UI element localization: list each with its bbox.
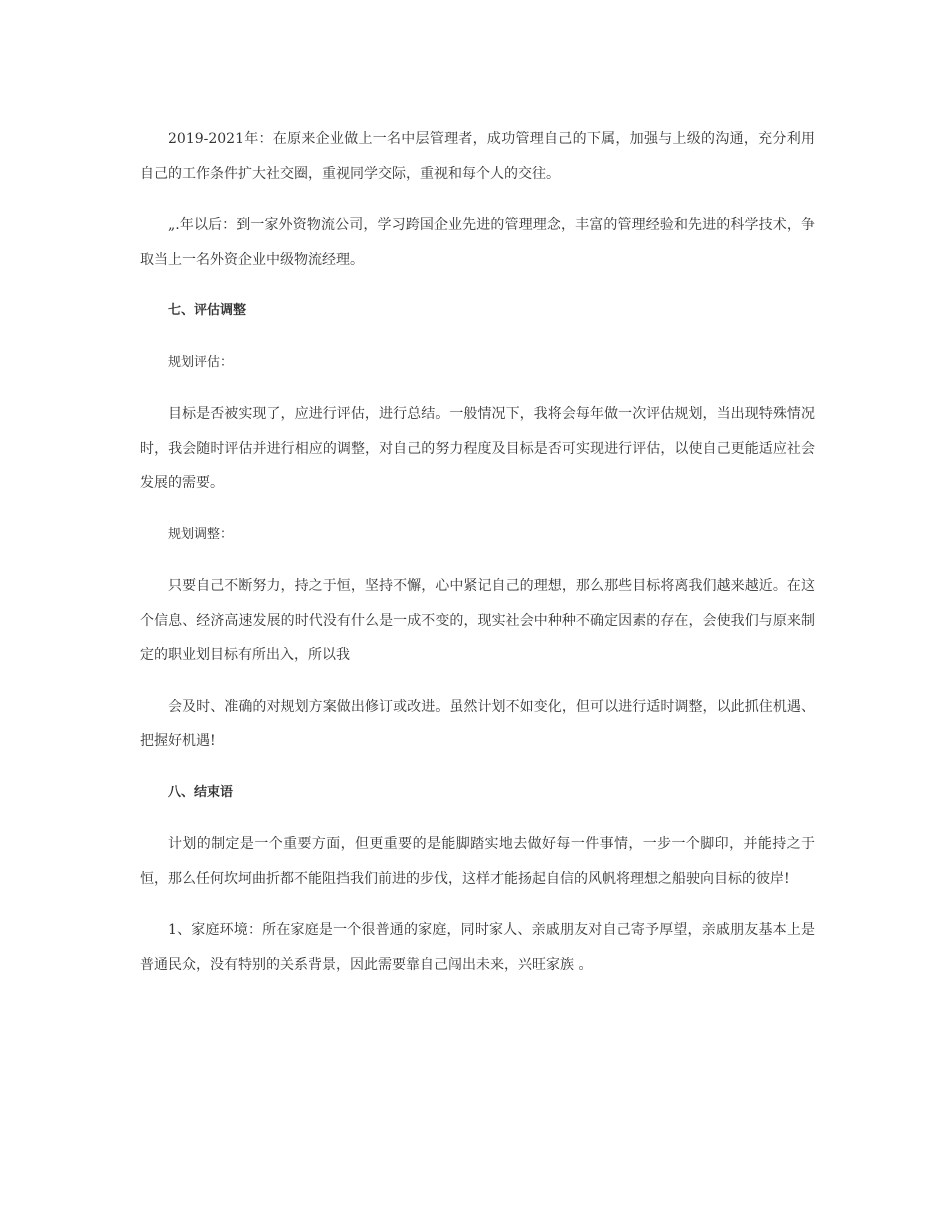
paragraph-family-environment: 1、家庭环境：所在家庭是一个很普通的家庭，同时家人、亲戚朋友对自己寄予厚望，亲戚朋友基本上是普通民众，没有特别的关系背景，因此需要靠自己闯出未来，兴旺家族 。: [140, 922, 815, 973]
label-plan-adjustment: 规划调整：: [168, 526, 234, 542]
paragraph-evaluation: 目标是否被实现了，应进行评估，进行总结。一般情况下，我将会每年做一次评估规划，当出现特殊情况时，我会随时评估并进行相应的调整，对自己的努力程度及目标是否可实现进行评估，以使自己更能适应社会发展的需要。: [140, 406, 815, 491]
paragraph-adjustment-continued: 会及时、准确的对规划方案做出修订或改进。虽然计划不如变化，但可以进行适时调整，以此抓住机遇、把握好机遇!: [140, 698, 815, 749]
paragraph-conclusion: 计划的制定是一个重要方面，但更重要的是能脚踏实地去做好每一件事情，一步一个脚印，并能持之于恒，那么任何坎坷曲折都不能阻挡我们前进的步伐，这样才能扬起自信的风帆将理想之船驶向目标的彼岸!: [140, 836, 815, 887]
document-page: [140, 122, 815, 999]
section-heading-evaluation: 七、评估调整: [168, 303, 247, 318]
paragraph-2019-2021-plan: 2019-2021年：在原来企业做上一名中层管理者，成功管理自己的下属，加强与上级的沟通，充分利用自己的工作条件扩大社交圈，重视同学交际，重视和每个人的交往。: [140, 131, 815, 182]
paragraph-future-plan: „.年以后：到一家外资物流公司，学习跨国企业先进的管理理念，丰富的管理经验和先进的科学技术，争取当上一名外资企业中级物流经理。: [140, 217, 815, 268]
section-heading-conclusion: 八、结束语: [168, 784, 234, 800]
label-plan-evaluation: 规划评估：: [168, 354, 234, 370]
paragraph-adjustment: 只要自己不断努力，持之于恒，坚持不懈，心中紧记自己的理想，那么那些目标将离我们越来越近。在这个信息、经济高速发展的时代没有什么是一成不变的，现实社会中种种不确定因素的存在，会使我们与原来制定的职业划目标有所出入，所以我: [140, 578, 815, 663]
